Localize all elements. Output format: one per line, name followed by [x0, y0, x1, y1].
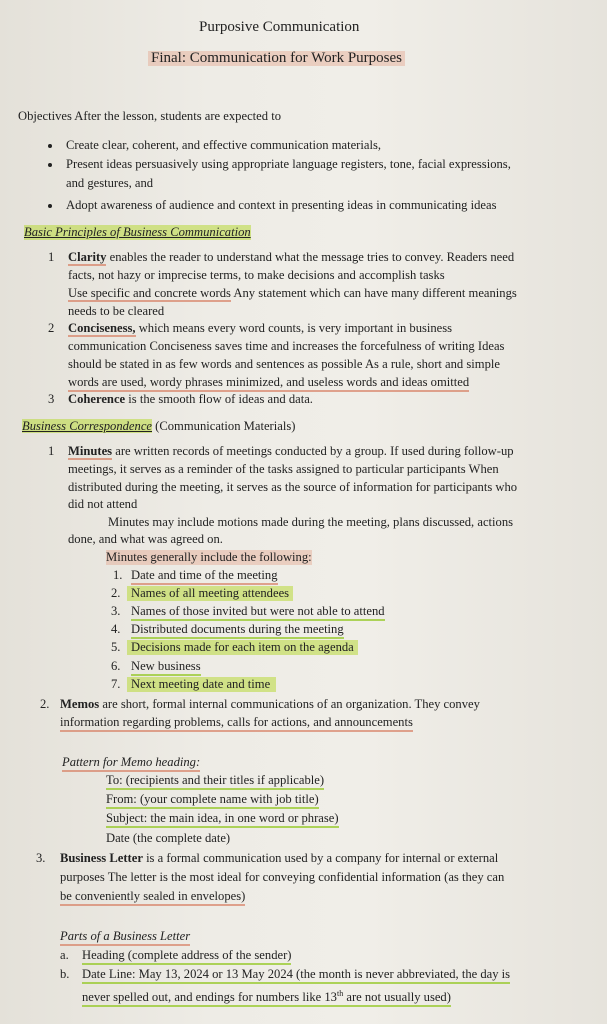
list-item: Date and time of the meeting: [131, 568, 278, 585]
term-coherence: Coherence: [68, 392, 126, 406]
section-heading-basic-principles: Basic Principles of Business Communication: [24, 225, 251, 239]
paragraph-text: done, and what was agreed on.: [68, 532, 223, 546]
list-item: New business: [131, 659, 201, 676]
ordinal-suffix: th: [336, 989, 344, 998]
memo-pattern-heading: Pattern for Memo heading:: [62, 755, 200, 772]
paragraph-text: did not attend: [68, 497, 138, 511]
principle-conciseness: [68, 321, 452, 336]
list-number: 2.: [40, 697, 50, 711]
paragraph-text: never spelled out, and endings for numbers like 13: [82, 990, 337, 1005]
objective-item-continued: and gestures, and: [66, 176, 154, 190]
principle-text: Any statement which can have many different meanings: [230, 286, 517, 300]
list-number: 2: [48, 321, 55, 335]
principle-text: needs to be cleared: [68, 304, 165, 318]
term-memos: Memos: [60, 697, 100, 711]
paragraph-text: are not usually used): [343, 990, 451, 1005]
list-number: 2.: [111, 586, 121, 600]
part-item: Heading (complete address of the sender): [82, 948, 291, 965]
principle-text: facts, not hazy or imprecise terms, to make decisions and accomplish tasks: [68, 268, 445, 282]
principle-text: [68, 286, 517, 301]
list-number: 4.: [111, 622, 121, 636]
paragraph-text: are short, formal internal communications of an organization. They convey: [102, 697, 480, 711]
memo-pattern-item: To: (recipients and their titles if applicable): [106, 773, 324, 790]
memos-definition: [60, 697, 480, 712]
principle-text: which means every word counts, is very important in business: [138, 321, 453, 335]
objective-item: Adopt awareness of audience and context in presenting ideas in communicating ideas: [66, 198, 497, 212]
bullet-icon: [48, 163, 52, 167]
list-letter: a.: [60, 948, 69, 962]
parts-heading: Parts of a Business Letter: [60, 929, 190, 946]
list-number: 1: [48, 250, 55, 264]
list-number: 3.: [111, 604, 121, 618]
principle-text: communication Conciseness saves time and increases the forcefulness of writing Ideas: [68, 339, 505, 353]
list-item: Decisions made for each item on the agenda: [127, 640, 358, 655]
highlighted-phrase: Use specific and concrete words: [68, 286, 231, 300]
paragraph-text: information regarding problems, calls for actions, and announcements: [60, 715, 413, 732]
section-heading-business-correspondence: [22, 419, 295, 434]
list-number: 6.: [111, 659, 121, 673]
memo-pattern-item: From: (your complete name with job title): [106, 792, 319, 809]
minutes-list-intro: Minutes generally include the following:: [106, 550, 312, 564]
list-number: 5.: [111, 640, 121, 654]
term-clarity: Clarity: [68, 250, 107, 264]
memo-pattern-item: Date (the complete date): [106, 831, 231, 845]
list-letter: b.: [60, 967, 70, 981]
business-letter-definition: [60, 851, 498, 866]
list-item: Names of all meeting attendees: [127, 586, 293, 601]
objective-item: Create clear, coherent, and effective communication materials,: [66, 138, 382, 152]
objectives-intro: Objectives After the lesson, students are expected to: [18, 109, 281, 123]
page-subtitle: Final: Communication for Work Purposes: [148, 51, 405, 66]
list-item: Next meeting date and time: [127, 677, 276, 692]
bullet-icon: [48, 204, 52, 208]
memo-pattern-item: Subject: the main idea, in one word or phrase): [106, 811, 339, 828]
minutes-definition: [68, 444, 514, 459]
bullet-icon: [48, 144, 52, 148]
part-item: Date Line: May 13, 2024 or 13 May 2024 (the month is never abbreviated, the day is: [82, 967, 510, 984]
list-number: 1: [48, 444, 55, 458]
paragraph-text: meetings, it serves as a reminder of the tasks assigned to particular participants When: [68, 462, 499, 476]
term-minutes: Minutes: [68, 444, 113, 458]
term-conciseness: Conciseness,: [68, 321, 136, 335]
principle-text: is the smooth flow of ideas and data.: [128, 392, 313, 406]
principle-text: should be stated in as few words and sentences as possible As a rule, short and simple: [68, 357, 500, 371]
section-heading-text: Business Correspondence: [22, 419, 153, 433]
list-number: 3: [48, 392, 55, 406]
principle-text: enables the reader to understand what the message tries to convey. Readers need: [109, 250, 515, 264]
paragraph-text: purposes The letter is the most ideal for conveying confidential information (as they can: [60, 870, 505, 884]
paragraph-text: distributed during the meeting, it serves as the source of information for participants who: [68, 480, 518, 494]
paragraph-text: Minutes may include motions made during the meeting, plans discussed, actions: [108, 515, 514, 529]
principle-text: words are used, wordy phrases minimized, and useless words and ideas omitted: [68, 375, 469, 392]
list-number: 1.: [113, 568, 123, 582]
paragraph-text: is a formal communication used by a company for internal or external: [146, 851, 499, 865]
objective-item: Present ideas persuasively using appropriate language registers, tone, facial expressions,: [66, 157, 511, 171]
principle-coherence: [68, 392, 313, 407]
section-heading-suffix: (Communication Materials): [152, 419, 296, 433]
term-business-letter: Business Letter: [60, 851, 143, 865]
part-item-continued: [82, 986, 451, 1007]
list-number: 7.: [111, 677, 121, 691]
principle-clarity: [68, 250, 514, 265]
list-item: Names of those invited but were not able to attend: [131, 604, 385, 621]
list-item: Distributed documents during the meeting: [131, 622, 344, 639]
list-number: 3.: [36, 851, 46, 865]
paragraph-text: are written records of meetings conducted by a group. If used during follow-up: [115, 444, 514, 458]
paragraph-text: be conveniently sealed in envelopes): [60, 889, 245, 906]
page-title: Purposive Communication: [199, 19, 360, 35]
